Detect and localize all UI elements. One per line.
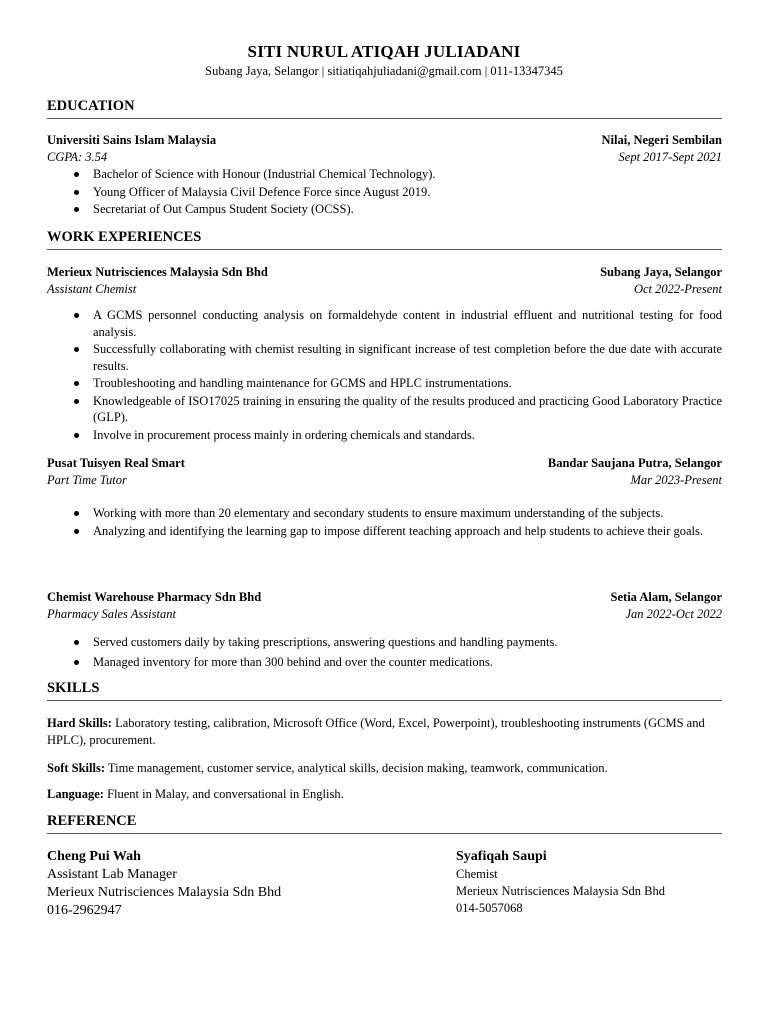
institution-name: Universiti Sains Islam Malaysia bbox=[47, 133, 217, 147]
job-location: Setia Alam, Selangor bbox=[610, 590, 722, 604]
job-bullets bbox=[47, 307, 722, 444]
list-item: Working with more than 20 elementary and secondary students to ensure maximum understanding of the subjects. bbox=[47, 505, 722, 522]
bullet-icon bbox=[74, 529, 79, 534]
job-dates: Jan 2022-Oct 2022 bbox=[625, 606, 722, 621]
bullet-icon bbox=[74, 399, 79, 404]
list-item: Managed inventory for more than 300 behind and over the counter medications. bbox=[47, 654, 722, 671]
list-item: A GCMS personnel conducting analysis on formaldehyde content in industrial effluent and nutritional testing for food analysis. bbox=[47, 307, 722, 340]
job-location: Bandar Saujana Putra, Selangor bbox=[547, 456, 722, 470]
reference-company: Merieux Nutrisciences Malaysia Sdn Bhd bbox=[47, 885, 282, 900]
job-role: Pharmacy Sales Assistant bbox=[47, 606, 176, 621]
bullet-icon bbox=[74, 347, 79, 352]
bullet-icon bbox=[74, 190, 79, 195]
company-name: Pusat Tuisyen Real Smart bbox=[47, 456, 185, 470]
job-bullets bbox=[47, 634, 722, 671]
job-dates: Oct 2022-Present bbox=[633, 281, 722, 296]
list-item: Served customers daily by taking prescriptions, answering questions and handling payments. bbox=[47, 634, 722, 651]
list-item: Troubleshooting and handling maintenance for GCMS and HPLC instrumentations. bbox=[47, 375, 722, 392]
work-section-header bbox=[47, 229, 722, 250]
education-bullets bbox=[47, 166, 722, 219]
job-dates: Mar 2023-Present bbox=[630, 472, 722, 487]
company-name: Chemist Warehouse Pharmacy Sdn Bhd bbox=[47, 590, 262, 604]
reference-company: Merieux Nutrisciences Malaysia Sdn Bhd bbox=[456, 884, 665, 898]
soft-skills-text: Time management, customer service, analytical skills, decision making, teamwork, communication. bbox=[107, 761, 608, 775]
reference-2 bbox=[456, 848, 665, 917]
job-location: Subang Jaya, Selangor bbox=[600, 265, 722, 279]
education-section-header bbox=[47, 98, 722, 119]
list-item: Successfully collaborating with chemist resulting in significant increase of test completion before the due date with accurate results. bbox=[47, 341, 722, 374]
reference-position: Chemist bbox=[456, 867, 498, 881]
language-text: Fluent in Malay, and conversational in English. bbox=[107, 787, 344, 801]
skills-section-header bbox=[47, 680, 722, 701]
reference-phone: 016-2962947 bbox=[47, 903, 122, 918]
section-divider bbox=[47, 833, 722, 834]
hard-skills-label: Hard Skills: bbox=[47, 716, 112, 730]
institution-location: Nilai, Negeri Sembilan bbox=[601, 133, 722, 147]
reference-name: Cheng Pui Wah bbox=[47, 849, 141, 864]
reference-phone: 014-5057068 bbox=[456, 901, 523, 915]
section-divider bbox=[47, 118, 722, 119]
bullet-icon bbox=[74, 660, 79, 665]
bullet-icon bbox=[74, 207, 79, 212]
list-item: Analyzing and identifying the learning gap to impose different teaching approach and help students to achieve their goals. bbox=[47, 523, 722, 540]
bullet-icon bbox=[74, 433, 79, 438]
job-role: Part Time Tutor bbox=[47, 472, 127, 487]
section-title-education: EDUCATION bbox=[47, 98, 135, 114]
section-title-reference: REFERENCE bbox=[47, 813, 137, 829]
bullet-icon bbox=[74, 511, 79, 516]
section-divider bbox=[47, 249, 722, 250]
reference-position: Assistant Lab Manager bbox=[47, 867, 177, 882]
contact-line: Subang Jaya, Selangor | sitiatiqahjuliadani@gmail.com | 011-13347345 bbox=[205, 64, 563, 78]
company-name: Merieux Nutrisciences Malaysia Sdn Bhd bbox=[47, 265, 268, 279]
bullet-icon bbox=[74, 381, 79, 386]
list-item: Knowledgeable of ISO17025 training in ensuring the quality of the results produced and practicing Good Laboratory Practice (GLP). bbox=[47, 393, 722, 426]
list-item: Secretariat of Out Campus Student Society (OCSS). bbox=[47, 201, 722, 218]
reference-section-header bbox=[47, 813, 722, 834]
job-entry bbox=[47, 589, 722, 622]
reference-1 bbox=[47, 848, 281, 920]
education-entry bbox=[47, 132, 722, 165]
bullet-icon bbox=[74, 313, 79, 318]
reference-name: Syafiqah Saupi bbox=[456, 849, 547, 864]
candidate-name: SITI NURUL ATIQAH JULIADANI bbox=[247, 42, 521, 61]
section-title-work: WORK EXPERIENCES bbox=[47, 229, 202, 245]
soft-skills bbox=[47, 760, 722, 777]
education-dates: Sept 2017-Sept 2021 bbox=[618, 149, 722, 164]
bullet-icon bbox=[74, 172, 79, 177]
list-item: Involve in procurement process mainly in ordering chemicals and standards. bbox=[47, 427, 722, 444]
cgpa: CGPA: 3.54 bbox=[47, 149, 108, 164]
bullet-icon bbox=[74, 640, 79, 645]
list-item: Bachelor of Science with Honour (Industrial Chemical Technology). bbox=[47, 166, 722, 183]
job-entry bbox=[47, 455, 722, 488]
section-divider bbox=[47, 700, 722, 701]
job-role: Assistant Chemist bbox=[47, 281, 137, 296]
soft-skills-label: Soft Skills: bbox=[47, 761, 106, 775]
list-item: Young Officer of Malaysia Civil Defence Force since August 2019. bbox=[47, 184, 722, 201]
section-title-skills: SKILLS bbox=[47, 680, 100, 696]
job-entry bbox=[47, 264, 722, 297]
hard-skills bbox=[47, 715, 722, 749]
language-skills bbox=[47, 786, 722, 803]
hard-skills-text: Laboratory testing, calibration, Microsoft Office (Word, Excel, Powerpoint), troubleshooting instruments (GCMS and HPLC), procurement. bbox=[47, 716, 705, 747]
job-bullets bbox=[47, 505, 722, 540]
language-label: Language: bbox=[47, 787, 104, 801]
